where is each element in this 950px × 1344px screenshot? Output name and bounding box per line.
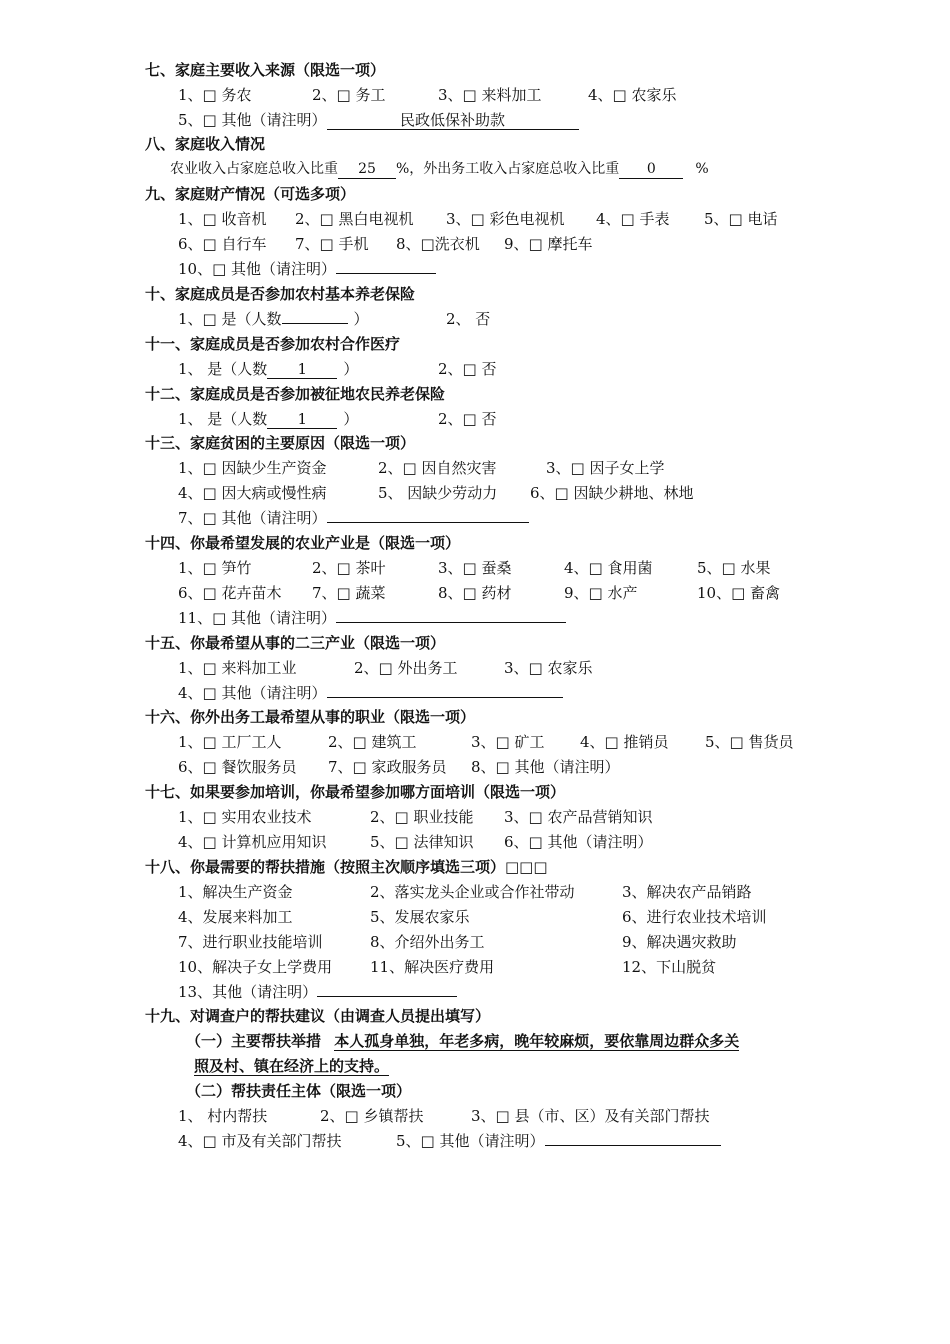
section-14-row1 [0,558,950,578]
option-motorcycle[interactable]: 9、□ 摩托车 [504,235,593,253]
main-measures-label: （一）主要帮扶举措 [186,1032,322,1050]
other-sector-field[interactable] [327,697,563,698]
section-15-title: 十五、你最希望从事的二三产业（限选一项） [145,634,446,652]
option-city[interactable]: 4、□ 市及有关部门帮扶 [178,1132,342,1150]
section-13-row2 [0,483,950,503]
option-aquaculture[interactable]: 9、□ 水产 [564,584,638,602]
option-other-label: 11、□ 其他（请注明） [178,609,337,627]
section-16-row1 [0,732,950,752]
farm-ratio-field[interactable]: 25 [338,161,396,179]
section-15-row1 [0,658,950,678]
option-herbs[interactable]: 8、□ 药材 [438,584,512,602]
option-vocational[interactable]: 2、□ 职业技能 [370,808,474,826]
measure-relocation[interactable]: 12、下山脱贫 [622,958,717,976]
option-tea[interactable]: 2、□ 茶叶 [312,559,386,577]
option-housekeeping[interactable]: 7、□ 家政服务员 [328,758,447,776]
section-12-title: 十二、家庭成员是否参加被征地农民养老保险 [145,385,446,403]
section-18-row3 [0,932,950,952]
option-other[interactable] [396,1131,721,1151]
other-asset-field[interactable] [336,273,436,274]
option-lack-capital[interactable]: 1、□ 因缺少生产资金 [178,459,327,477]
option-other-label: 13、其他（请注明） [178,983,318,1001]
option-village[interactable]: 1、 村内帮扶 [178,1107,268,1125]
option-yes-label: 1、 是（人数 [178,410,268,428]
section-19-title: 十九、对调查户的帮扶建议（由调查人员提出填写） [145,1007,491,1025]
measure-job-referral[interactable]: 8、介绍外出务工 [370,933,485,951]
option-other-label: 10、□ 其他（请注明） [178,260,337,278]
other-reason-field[interactable] [327,522,529,523]
option-schooling[interactable]: 3、□ 因子女上学 [546,459,665,477]
section-19-row1 [0,1106,950,1126]
percent-label: % [695,161,709,177]
option-yes[interactable] [178,309,369,329]
section-17-title: 十七、如果要参加培训，你最希望参加哪方面培训（限选一项） [145,783,566,801]
section-16-row2 [0,757,950,777]
option-miner[interactable]: 3、□ 矿工 [471,733,545,751]
section-19-row2 [0,1131,950,1151]
option-color-tv[interactable]: 3、□ 彩色电视机 [446,210,565,228]
section-13-other[interactable] [178,508,529,528]
section-10-title: 十、家庭成员是否参加农村基本养老保险 [145,285,416,303]
close-paren: ） [343,360,359,378]
count-field[interactable] [282,323,348,324]
option-mushroom[interactable]: 4、□ 食用菌 [564,559,653,577]
option-farmstay[interactable]: 3、□ 农家乐 [504,659,593,677]
measure-farmstay[interactable]: 5、发展农家乐 [370,908,470,926]
option-township[interactable]: 2、□ 乡镇帮扶 [320,1107,424,1125]
measure-vocational[interactable]: 7、进行职业技能培训 [178,933,323,951]
option-bicycle[interactable]: 6、□ 自行车 [178,235,267,253]
income-ratio-line [170,159,709,179]
option-washer[interactable]: 8、□洗衣机 [396,235,480,253]
option-watch[interactable]: 4、□ 手表 [596,210,670,228]
option-other[interactable]: 6、□ 其他（请注明） [504,833,653,851]
close-paren: ） [343,410,359,428]
option-bamboo[interactable]: 1、□ 笋竹 [178,559,252,577]
section-18-row1 [0,882,950,902]
labor-ratio-field[interactable]: 0 [619,161,683,179]
option-farmstay[interactable]: 4、□ 农家乐 [588,86,677,104]
other-measure-field[interactable] [317,996,457,997]
section-14-other[interactable] [178,608,566,628]
measure-sales[interactable]: 3、解决农产品销路 [622,883,752,901]
count-field[interactable]: 1 [267,411,337,429]
measure-medical-fees[interactable]: 11、解决医疗费用 [370,958,495,976]
option-vegetables[interactable]: 7、□ 蔬菜 [312,584,386,602]
option-nursery[interactable]: 6、□ 花卉苗木 [178,584,282,602]
option-farming[interactable]: 1、□ 务农 [178,86,252,104]
option-factory-worker[interactable]: 1、□ 工厂工人 [178,733,282,751]
option-yes-label: 1、 是（人数 [178,360,268,378]
option-law[interactable]: 5、□ 法律知识 [370,833,474,851]
section-18-row4 [0,957,950,977]
section-7-options-row1 [0,85,950,105]
section-18-title: 十八、你最需要的帮扶措施（按照主次顺序填选三项）□□□ [145,858,548,876]
option-yes-label: 1、□ 是（人数 [178,310,282,328]
option-computer[interactable]: 4、□ 计算机应用知识 [178,833,327,851]
option-radio[interactable]: 1、□ 收音机 [178,210,267,228]
option-no[interactable]: 2、 否 [446,310,491,328]
option-lack-labor[interactable]: 5、 因缺少劳动力 [378,484,498,502]
main-measures-text-a[interactable]: 本人孤身单独，年老多病，晚年较麻烦，要依靠周边群众多关 [334,1032,740,1050]
option-agri-tech[interactable]: 1、□ 实用农业技术 [178,808,312,826]
option-salesperson[interactable]: 4、□ 推销员 [580,733,669,751]
labor-ratio-label: %，外出务工收入占家庭总收入比重 [396,161,620,177]
responsible-party-label: （二）帮扶责任主体（限选一项） [186,1082,412,1100]
option-catering[interactable]: 6、□ 餐饮服务员 [178,758,297,776]
option-construction[interactable]: 2、□ 建筑工 [328,733,417,751]
section-9-row1 [0,209,950,229]
option-illness[interactable]: 4、□ 因大病或慢性病 [178,484,327,502]
section-9-row2 [0,234,950,254]
measure-capital[interactable]: 1、解决生产资金 [178,883,293,901]
measure-disaster-relief[interactable]: 9、解决遇灾救助 [622,933,737,951]
measure-school-fees[interactable]: 10、解决子女上学费用 [178,958,333,976]
option-other[interactable]: 8、□ 其他（请注明） [471,758,620,776]
option-material-processing[interactable]: 1、□ 来料加工业 [178,659,297,677]
option-disaster[interactable]: 2、□ 因自然灾害 [378,459,497,477]
section-11-options [0,359,950,379]
option-livestock[interactable]: 10、□ 畜禽 [697,584,781,602]
section-17-row2 [0,832,950,852]
section-18-other[interactable] [178,982,457,1002]
option-no[interactable]: 2、□ 否 [438,410,497,428]
option-mobile[interactable]: 7、□ 手机 [295,235,369,253]
section-9-other[interactable] [178,259,436,279]
section-13-title: 十三、家庭贫困的主要原因（限选一项） [145,434,416,452]
section-10-options [0,309,950,329]
section-17-row1 [0,807,950,827]
section-14-row2 [0,583,950,603]
other-party-field[interactable] [545,1145,721,1146]
option-outside-work[interactable]: 2、□ 外出务工 [354,659,458,677]
option-sericulture[interactable]: 3、□ 蚕桑 [438,559,512,577]
option-no[interactable]: 2、□ 否 [438,360,497,378]
option-other-label: 5、□ 其他（请注明） [178,111,327,129]
measure-processing[interactable]: 4、发展来料加工 [178,908,293,926]
section-8-title: 八、家庭收入情况 [145,135,266,153]
option-phone[interactable]: 5、□ 电话 [704,210,778,228]
section-7-option-other[interactable] [178,110,579,130]
other-industry-field[interactable] [336,622,566,623]
option-county[interactable]: 3、□ 县（市、区）及有关部门帮扶 [471,1107,710,1125]
option-labor[interactable]: 2、□ 务工 [312,86,386,104]
main-measures-text-b[interactable]: 照及村、镇在经济上的支持。 [194,1057,390,1075]
measure-agri-training[interactable]: 6、进行农业技术培训 [622,908,767,926]
section-13-row1 [0,458,950,478]
section-15-other[interactable] [178,683,563,703]
section-7-title: 七、家庭主要收入来源（限选一项） [145,61,386,79]
section-14-title: 十四、你最希望发展的农业产业是（限选一项） [145,534,461,552]
measure-enterprise[interactable]: 2、落实龙头企业或合作社带动 [370,883,575,901]
option-marketing[interactable]: 3、□ 农产品营销知识 [504,808,653,826]
option-material-processing[interactable]: 3、□ 来料加工 [438,86,542,104]
other-income-field[interactable]: 民政低保补助款 [327,112,579,130]
option-yes[interactable] [178,409,358,429]
section-11-title: 十一、家庭成员是否参加农村合作医疗 [145,335,401,353]
option-shop-assistant[interactable]: 5、□ 售货员 [705,733,794,751]
option-lack-land[interactable]: 6、□ 因缺少耕地、林地 [530,484,694,502]
option-yes[interactable] [178,359,358,379]
section-16-title: 十六、你外出务工最希望从事的职业（限选一项） [145,708,476,726]
option-other-label: 5、□ 其他（请注明） [396,1132,545,1150]
section-12-options [0,409,950,429]
main-measures-cont [194,1056,389,1076]
main-measures [186,1031,739,1051]
option-fruit[interactable]: 5、□ 水果 [697,559,771,577]
close-paren: ） [353,310,369,328]
section-18-row2 [0,907,950,927]
option-bw-tv[interactable]: 2、□ 黑白电视机 [295,210,414,228]
option-other-label: 4、□ 其他（请注明） [178,684,327,702]
farm-ratio-label: 农业收入占家庭总收入比重 [170,161,338,177]
count-field[interactable]: 1 [267,361,337,379]
option-other-label: 7、□ 其他（请注明） [178,509,327,527]
section-9-title: 九、家庭财产情况（可选多项） [145,185,356,203]
